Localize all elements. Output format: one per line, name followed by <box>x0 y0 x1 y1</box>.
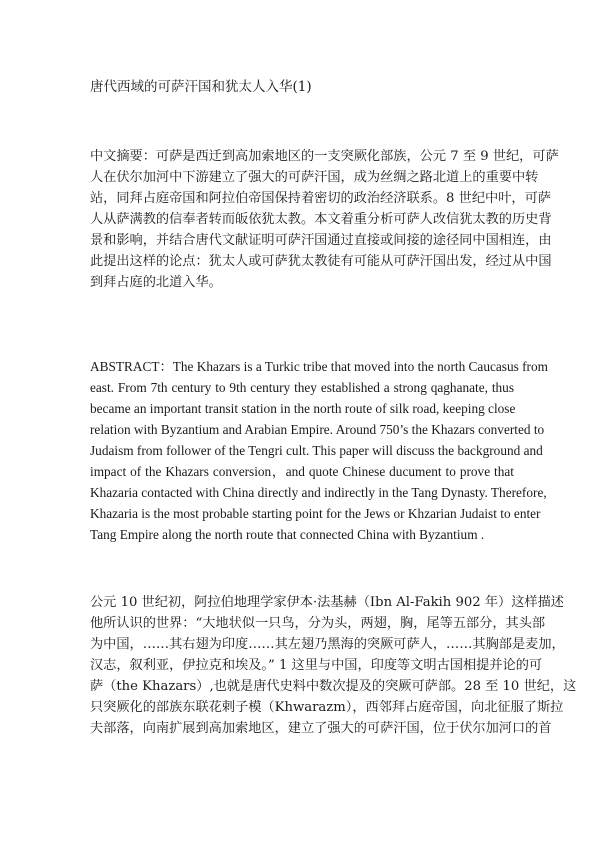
body-line: 为中国，……其右翅为印度……其左翅乃黑海的突厥可萨人，……其胸部是麦加， <box>90 637 565 652</box>
abstract-cn-line: 景和影响，并结合唐代文献证明可萨汗国通过直接或间接的途径同中国相连，由 <box>90 233 552 248</box>
english-abstract <box>90 356 548 545</box>
body-paragraph <box>90 592 577 739</box>
paper-title: 唐代西域的可萨汗国和犹太人入华(1) <box>90 79 312 95</box>
body-line: 只突厥化的部族东联花剌子模（Khwarazm），西邻拜占庭帝国，向北征服了斯拉 <box>90 700 564 715</box>
abstract-en-line: became an important transit station in the north route of silk road, keeping close <box>90 401 516 416</box>
abstract-en-line: Khazaria is the most probable starting point for the Jews or Khzarian Judaist to enter <box>90 506 541 521</box>
abstract-en-line: impact of the Khazars conversion，and quote Chinese ducument to prove that <box>90 464 514 479</box>
abstract-en-line: east. From 7th century to 9th century they established a strong qaghanate, thus <box>90 380 514 395</box>
abstract-en-line: Khazaria contacted with China directly and indirectly in the Tang Dynasty. Therefore, <box>90 485 547 500</box>
body-line: 他所认识的世界：“大地状似一只鸟，分为头，两翅，胸，尾等五部分，其头部 <box>90 616 546 631</box>
abstract-cn-line: 站，同拜占庭帝国和阿拉伯帝国保持着密切的政治经济联系。8 世纪中叶，可萨 <box>90 191 551 206</box>
abstract-cn-line: 人在伏尔加河中下游建立了强大的可萨汗国，成为丝绸之路北道上的重要中转 <box>90 170 539 185</box>
chinese-abstract <box>90 146 559 293</box>
body-line: 公元 10 世纪初，阿拉伯地理学家伊本·法基赫（Ibn Al-Fakih 902 年）这样描述 <box>90 595 564 610</box>
abstract-en-line: Tang Empire along the north route that connected China with Byzantium . <box>90 527 485 542</box>
abstract-cn-line: 中文摘要：可萨是西迁到高加索地区的一支突厥化部族，公元 7 至 9 世纪，可萨 <box>90 149 559 164</box>
body-line: 萨（the Khazars）,也就是唐代史料中数次提及的突厥可萨部。28 至 10 世纪，这 <box>90 679 577 694</box>
abstract-en-line: ABSTRACT：The Khazars is a Turkic tribe that moved into the north Caucasus from <box>90 359 548 374</box>
body-line: 汉志，叙利亚，伊拉克和埃及。” 1 这里与中国，印度等文明古国相提并论的可 <box>90 658 543 673</box>
abstract-cn-line: 此提出这样的论点：犹太人或可萨犹太教徒有可能从可萨汗国出发，经过从中国 <box>90 254 552 269</box>
abstract-en-line: relation with Byzantium and Arabian Empire. Around 750’s the Khazars converted to <box>90 422 545 437</box>
body-line: 夫部落，向南扩展到高加索地区，建立了强大的可萨汗国，位于伏尔加河口的首 <box>90 721 552 736</box>
abstract-cn-line: 人从萨满教的信奉者转而皈依犹太教。本文着重分析可萨人改信犹太教的历史背 <box>90 212 552 227</box>
abstract-en-line: Judaism from follower of the Tengri cult. This paper will discuss the background and <box>90 443 543 458</box>
abstract-cn-line: 到拜占庭的北道入华。 <box>90 275 222 290</box>
